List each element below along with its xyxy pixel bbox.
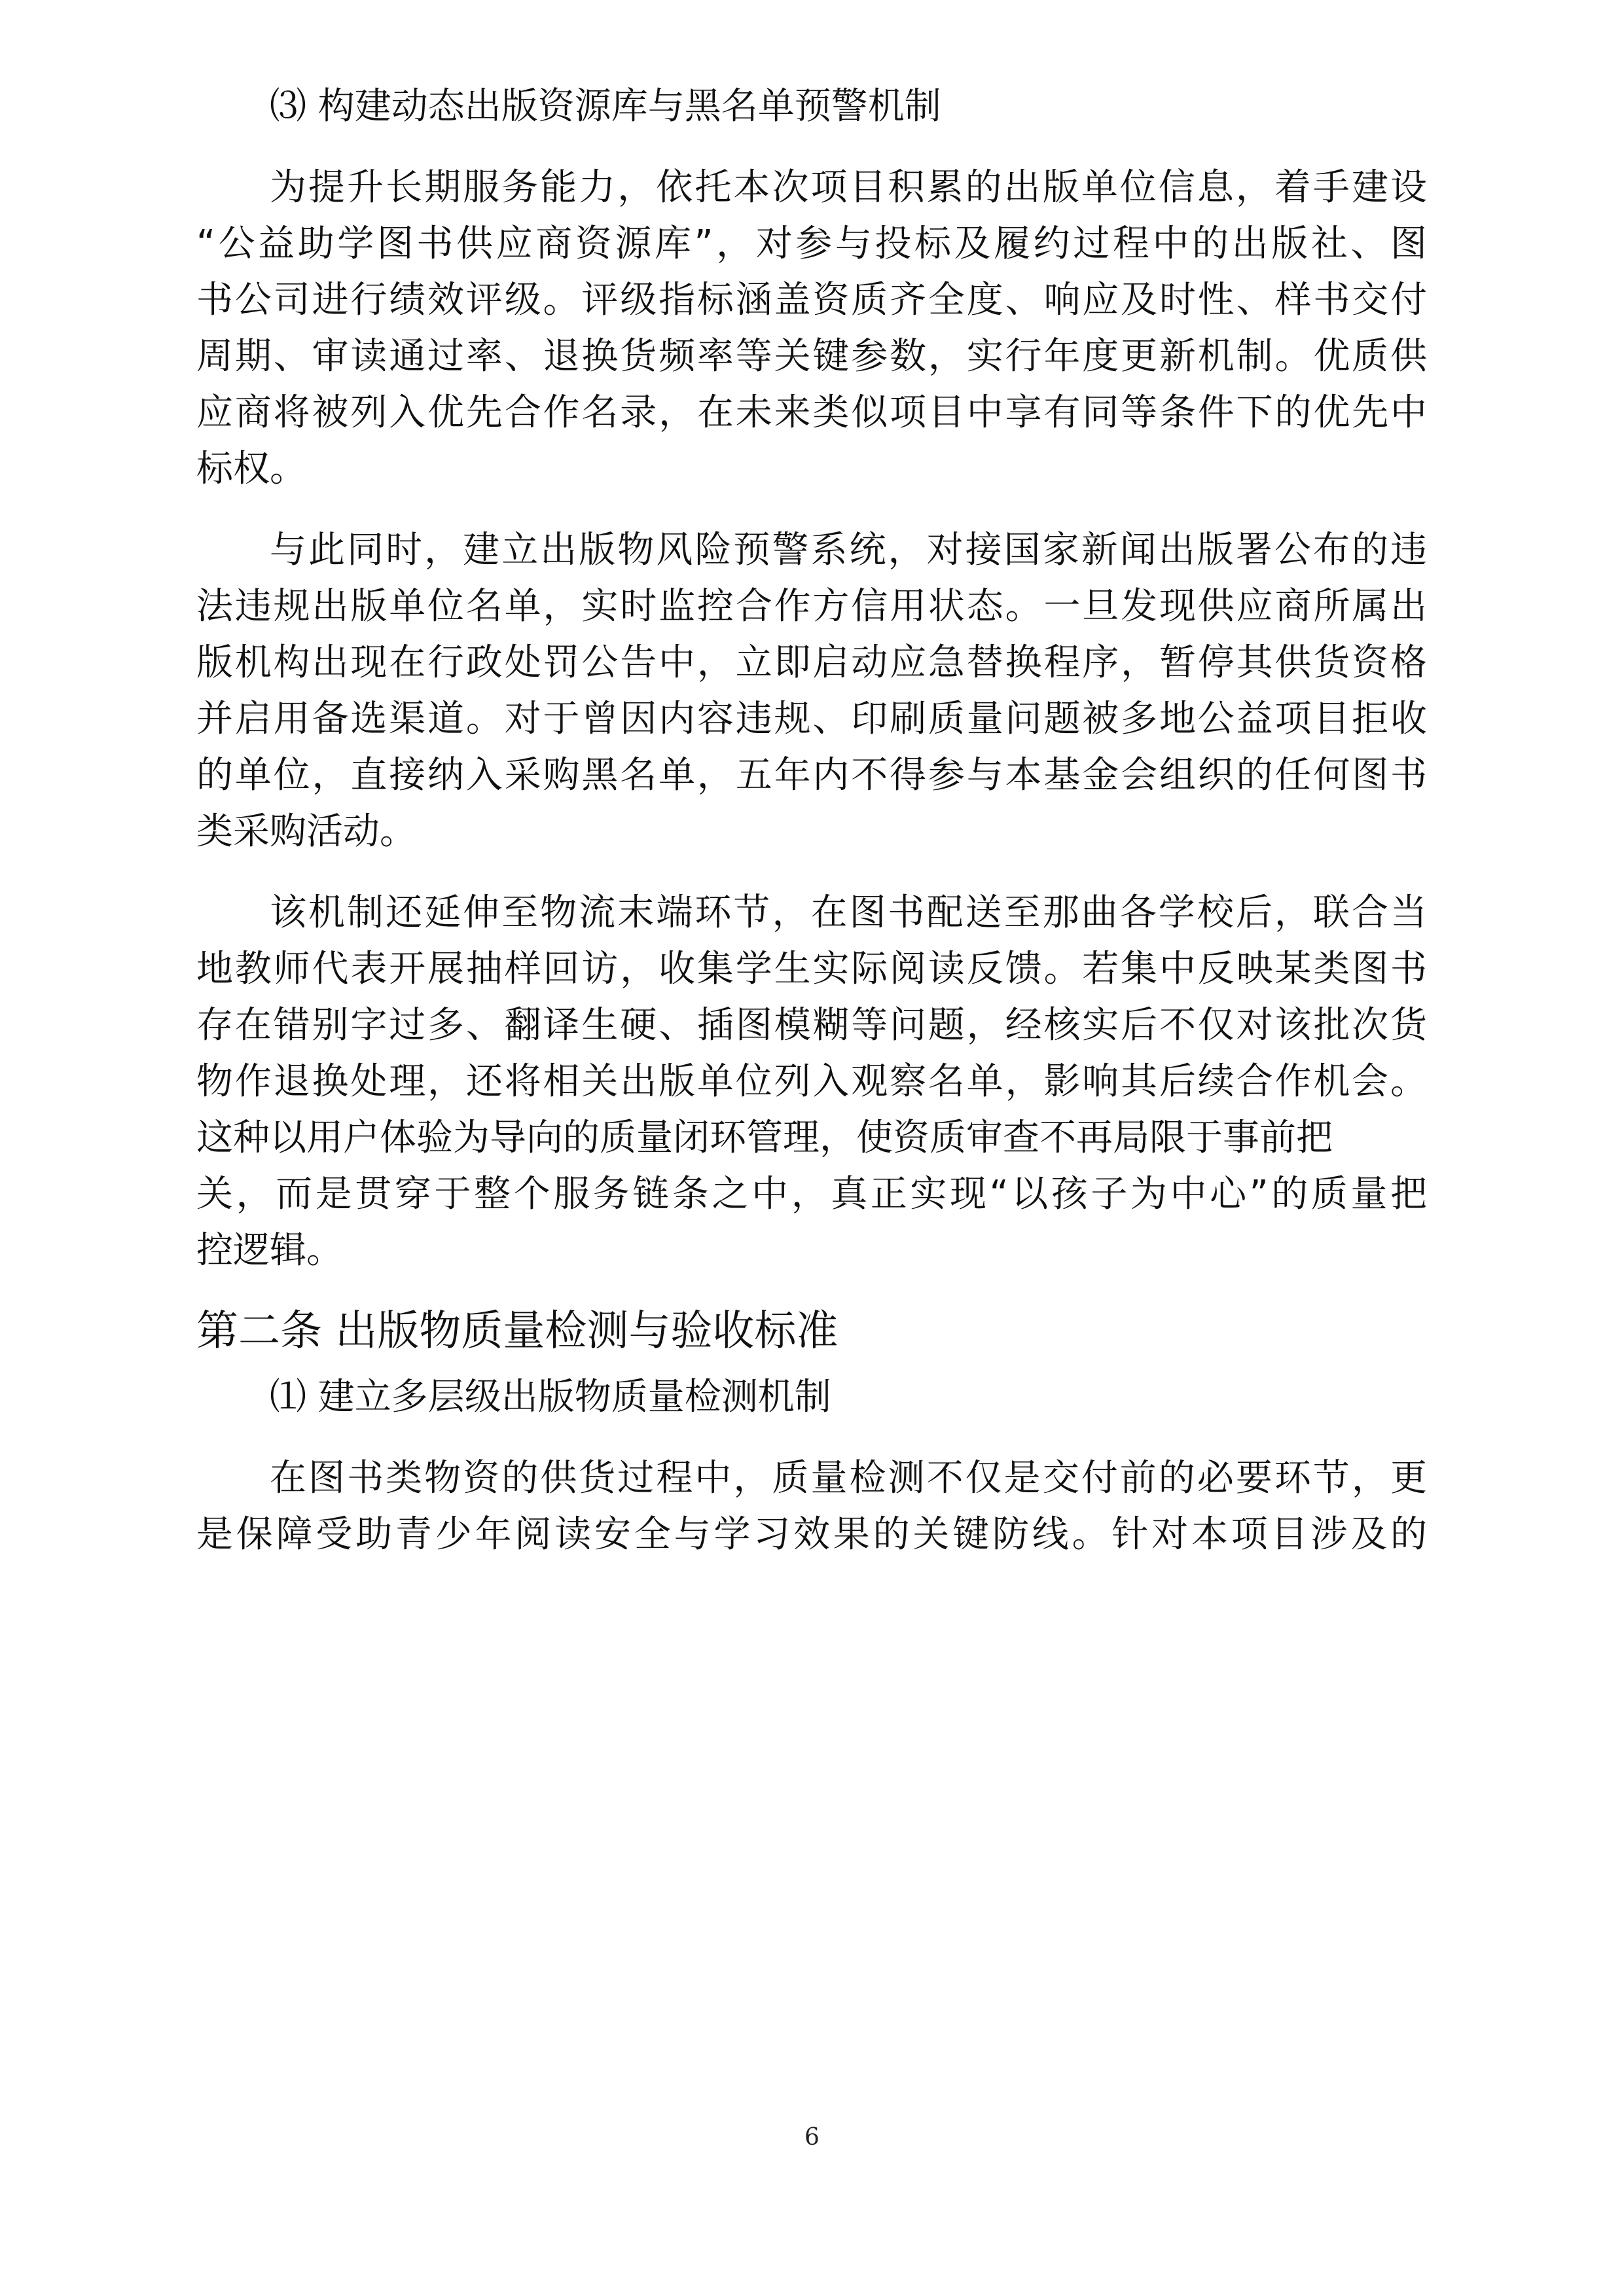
page-content <box>196 79 1427 1563</box>
paragraph-line: 应商将被列入优先合作名录，在未来类似项目中享有同等条件下的优先中 <box>196 391 1427 434</box>
page-number: 6 <box>804 2124 820 2151</box>
paragraph-line: 物作退换处理，还将相关出版单位列入观察名单，影响其后续合作机会。 <box>196 1060 1427 1103</box>
paragraph-line: 标权。 <box>196 448 306 490</box>
paragraph-line: 书公司进行绩效评级。评级指标涵盖资质齐全度、响应及时性、样书交付 <box>196 279 1427 321</box>
paragraph-risk-warning <box>196 522 1427 860</box>
paragraph-line: 类采购活动。 <box>196 810 416 853</box>
paragraph-line: “公益助学图书供应商资源库”，对参与投标及履约过程中的出版社、图 <box>196 223 1427 265</box>
subsection-heading-1: ⑴ 建立多层级出版物质量检测机制 <box>270 1376 831 1418</box>
paragraph-line: 在图书类物资的供货过程中，质量检测不仅是交付前的必要环节，更 <box>270 1457 1427 1499</box>
paragraph-line: 该机制还延伸至物流末端环节，在图书配送至那曲各学校后，联合当 <box>270 891 1427 934</box>
paragraph-line: 是保障受助青少年阅读安全与学习效果的关键防线。针对本项目涉及的 <box>196 1513 1427 1556</box>
paragraph-quality-inspection <box>196 1450 1427 1563</box>
section-heading-2: 第二条 出版物质量检测与验收标准 <box>196 1307 839 1355</box>
paragraph-line: 控逻辑。 <box>196 1229 343 1272</box>
paragraph-logistics-feedback <box>196 885 1427 1279</box>
paragraph-line: 关，而是贯穿于整个服务链条之中，真正实现“以孩子为中心”的质量把 <box>196 1173 1427 1215</box>
paragraph-line: 与此同时，建立出版物风险预警系统，对接国家新闻出版署公布的违 <box>270 529 1427 571</box>
paragraph-line: 周期、审读通过率、退换货频率等关键参数，实行年度更新机制。优质供 <box>196 335 1427 378</box>
paragraph-line: 并启用备选渠道。对于曾因内容违规、印刷质量问题被多地公益项目拒收 <box>196 698 1427 740</box>
paragraph-line: 这种以用户体验为导向的质量闭环管理，使资质审查不再局限于事前把 <box>196 1117 1333 1159</box>
subsection-heading-3: ⑶ 构建动态出版资源库与黑名单预警机制 <box>270 85 941 128</box>
paragraph-line: 的单位，直接纳入采购黑名单，五年内不得参与本基金会组织的任何图书 <box>196 754 1427 797</box>
paragraph-line: 法违规出版单位名单，实时监控合作方信用状态。一旦发现供应商所属出 <box>196 585 1427 628</box>
paragraph-line: 地教师代表开展抽样回访，收集学生实际阅读反馈。若集中反映某类图书 <box>196 948 1427 990</box>
paragraph-line: 为提升长期服务能力，依托本次项目积累的出版单位信息，着手建设 <box>270 166 1427 209</box>
paragraph-resource-library <box>196 160 1427 497</box>
paragraph-line: 版机构出现在行政处罚公告中，立即启动应急替换程序，暂停其供货资格 <box>196 641 1427 684</box>
paragraph-line: 存在错别字过多、翻译生硬、插图模糊等问题，经核实后不仅对该批次货 <box>196 1004 1427 1047</box>
